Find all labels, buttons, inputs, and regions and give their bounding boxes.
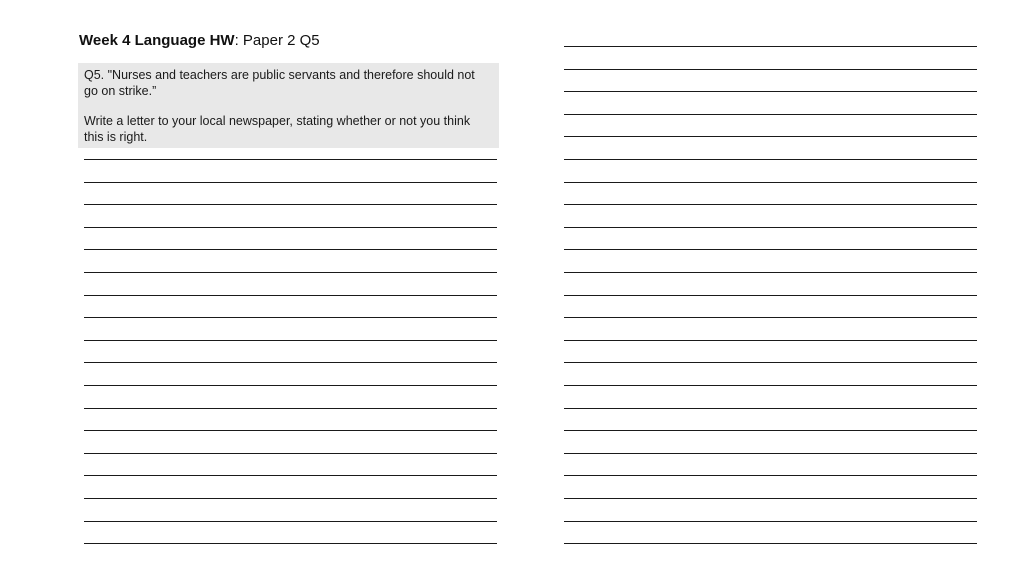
question-task: Write a letter to your local newspaper, stating whether or not you think this is right.	[84, 114, 471, 144]
answer-line	[564, 295, 977, 296]
answer-line	[564, 543, 977, 544]
answer-line	[564, 159, 977, 160]
answer-line	[84, 182, 497, 183]
answer-line	[564, 91, 977, 92]
answer-line	[564, 272, 977, 273]
answer-line	[84, 430, 497, 431]
answer-line	[84, 362, 497, 363]
answer-line	[564, 182, 977, 183]
answer-line	[564, 227, 977, 228]
answer-line	[84, 227, 497, 228]
answer-line	[564, 114, 977, 115]
question-box	[78, 63, 499, 148]
answer-line	[84, 408, 497, 409]
answer-line	[564, 317, 977, 318]
answer-line	[564, 521, 977, 522]
answer-line	[564, 136, 977, 137]
answer-line	[84, 249, 497, 250]
answer-line	[564, 362, 977, 363]
answer-line	[84, 498, 497, 499]
answer-line	[564, 249, 977, 250]
answer-line	[564, 430, 977, 431]
page-title	[79, 32, 320, 50]
answer-line	[84, 295, 497, 296]
question-prompt: Q5. "Nurses and teachers are public servants and therefore should not go on strike.”	[84, 68, 475, 98]
answer-line	[564, 340, 977, 341]
answer-line	[84, 385, 497, 386]
answer-line	[564, 475, 977, 476]
answer-line	[84, 317, 497, 318]
answer-line	[564, 46, 977, 47]
answer-line	[564, 69, 977, 70]
answer-line	[84, 521, 497, 522]
answer-line	[564, 453, 977, 454]
answer-line	[84, 340, 497, 341]
page-title-rest: : Paper 2 Q5	[234, 32, 320, 49]
page-title-bold: Week 4 Language HW	[79, 32, 235, 49]
answer-line	[84, 453, 497, 454]
answer-line	[84, 543, 497, 544]
answer-line	[84, 159, 497, 160]
answer-line	[84, 475, 497, 476]
answer-line	[564, 385, 977, 386]
answer-line	[564, 204, 977, 205]
answer-line	[84, 272, 497, 273]
answer-line	[564, 498, 977, 499]
answer-line	[84, 204, 497, 205]
answer-line	[564, 408, 977, 409]
